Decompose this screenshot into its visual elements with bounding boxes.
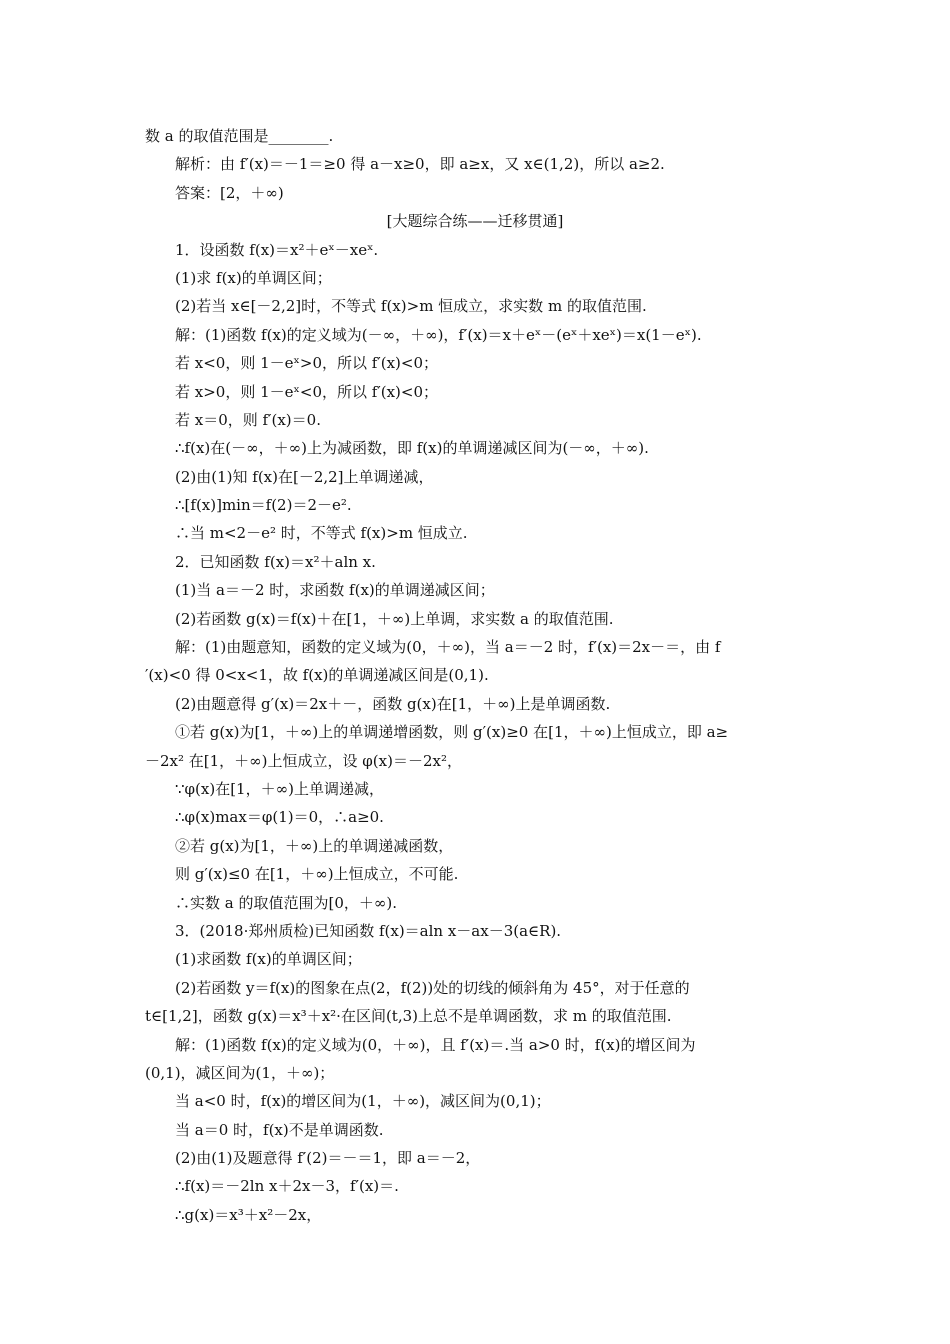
text-line: (1)求 f(x)的单调区间； — [175, 268, 332, 287]
document-body — [145, 122, 805, 1229]
text-line: ①若 g(x)为[1，＋∞)上的单调递增函数，则 g′(x)≥0 在[1，＋∞)上恒成立，即 a≥ — [175, 723, 729, 742]
text-line: ∴实数 a 的取值范围为[0，＋∞). — [175, 893, 397, 912]
text-line: (2)由(1)及题意得 f′(2)＝－＝1，即 a＝－2， — [175, 1149, 481, 1168]
text-line: ∴[f(x)]min＝f(2)＝2－e². — [175, 496, 352, 515]
text-line: (1)当 a＝－2 时，求函数 f(x)的单调递减区间； — [175, 581, 495, 600]
text-line: t∈[1,2]，函数 g(x)＝x³＋x²·在区间(t,3)上总不是单调函数，求 m 的取值范围. — [145, 1007, 672, 1026]
problem-statement: 3．(2018·郑州质检)已知函数 f(x)＝aln x－ax－3(a∈R). — [175, 921, 562, 940]
text-line: 若 x>0，则 1－eˣ<0，所以 f′(x)<0； — [175, 382, 438, 401]
text-line: ∴g(x)＝x³＋x²－2x， — [175, 1205, 322, 1224]
text-line: 解析：由 f′(x)＝－1＝≥0 得 a－x≥0，即 a≥x，又 x∈(1,2)，所以 a≥2. — [175, 155, 665, 174]
text-line: 若 x<0，则 1－eˣ>0，所以 f′(x)<0； — [175, 354, 438, 373]
text-line: 则 g′(x)≤0 在[1，＋∞)上恒成立，不可能. — [175, 865, 459, 884]
text-line: 答案：[2，＋∞) — [175, 183, 284, 202]
section-heading: [大题综合练——迁移贯通] — [386, 212, 564, 231]
text-line: ∴f(x)＝－2ln x＋2x－3，f′(x)＝. — [175, 1177, 399, 1196]
problem-statement: 2．已知函数 f(x)＝x²＋aln x. — [175, 552, 376, 571]
text-line: (2)由(1)知 f(x)在[－2,2]上单调递减， — [175, 467, 434, 486]
text-line: (2)由题意得 g′(x)＝2x＋－，函数 g(x)在[1，＋∞)上是单调函数. — [175, 694, 611, 713]
text-line: 若 x＝0，则 f′(x)＝0. — [175, 410, 321, 429]
text-line: ∵φ(x)在[1，＋∞)上单调递减， — [175, 779, 384, 798]
text-line: 数 a 的取值范围是________. — [145, 127, 334, 145]
text-line: ′(x)<0 得 0<x<1，故 f(x)的单调递减区间是(0,1). — [145, 666, 489, 685]
text-line: 解：(1)函数 f(x)的定义域为(－∞，＋∞)，f′(x)＝x＋eˣ－(eˣ＋xeˣ)＝x(1－eˣ). — [175, 325, 702, 344]
text-line: (2)若当 x∈[－2,2]时，不等式 f(x)>m 恒成立，求实数 m 的取值范围. — [175, 297, 647, 316]
text-line: (1)求函数 f(x)的单调区间； — [175, 950, 362, 969]
text-line: －2x² 在[1，＋∞)上恒成立，设 φ(x)＝－2x²， — [145, 751, 462, 770]
text-line: ∴φ(x)max＝φ(1)＝0，∴a≥0. — [175, 808, 384, 827]
text-line: (0,1)，减区间为(1，＋∞)； — [145, 1063, 335, 1082]
text-line: 当 a＝0 时，f(x)不是单调函数. — [175, 1120, 384, 1139]
text-line: (2)若函数 g(x)＝f(x)＋在[1，＋∞)上单调，求实数 a 的取值范围. — [175, 609, 614, 628]
text-line: (2)若函数 y＝f(x)的图象在点(2，f(2))处的切线的倾斜角为 45°，对于任意的 — [175, 978, 690, 997]
text-line: 解：(1)由题意知，函数的定义域为(0，＋∞)，当 a＝－2 时，f′(x)＝2x－＝，由 f — [175, 638, 721, 657]
text-line: ②若 g(x)为[1，＋∞)上的单调递减函数， — [175, 836, 454, 855]
text-line: ∴f(x)在(－∞，＋∞)上为减函数，即 f(x)的单调递减区间为(－∞，＋∞). — [175, 439, 649, 458]
problem-statement: 1．设函数 f(x)＝x²＋eˣ－xeˣ. — [175, 240, 379, 259]
text-line: 解：(1)函数 f(x)的定义域为(0，＋∞)，且 f′(x)＝.当 a>0 时，f(x)的增区间为 — [175, 1035, 696, 1054]
text-line: 当 a<0 时，f(x)的增区间为(1，＋∞)，减区间为(0,1)； — [175, 1092, 551, 1111]
text-line: ∴当 m<2－e² 时，不等式 f(x)>m 恒成立. — [175, 524, 468, 543]
